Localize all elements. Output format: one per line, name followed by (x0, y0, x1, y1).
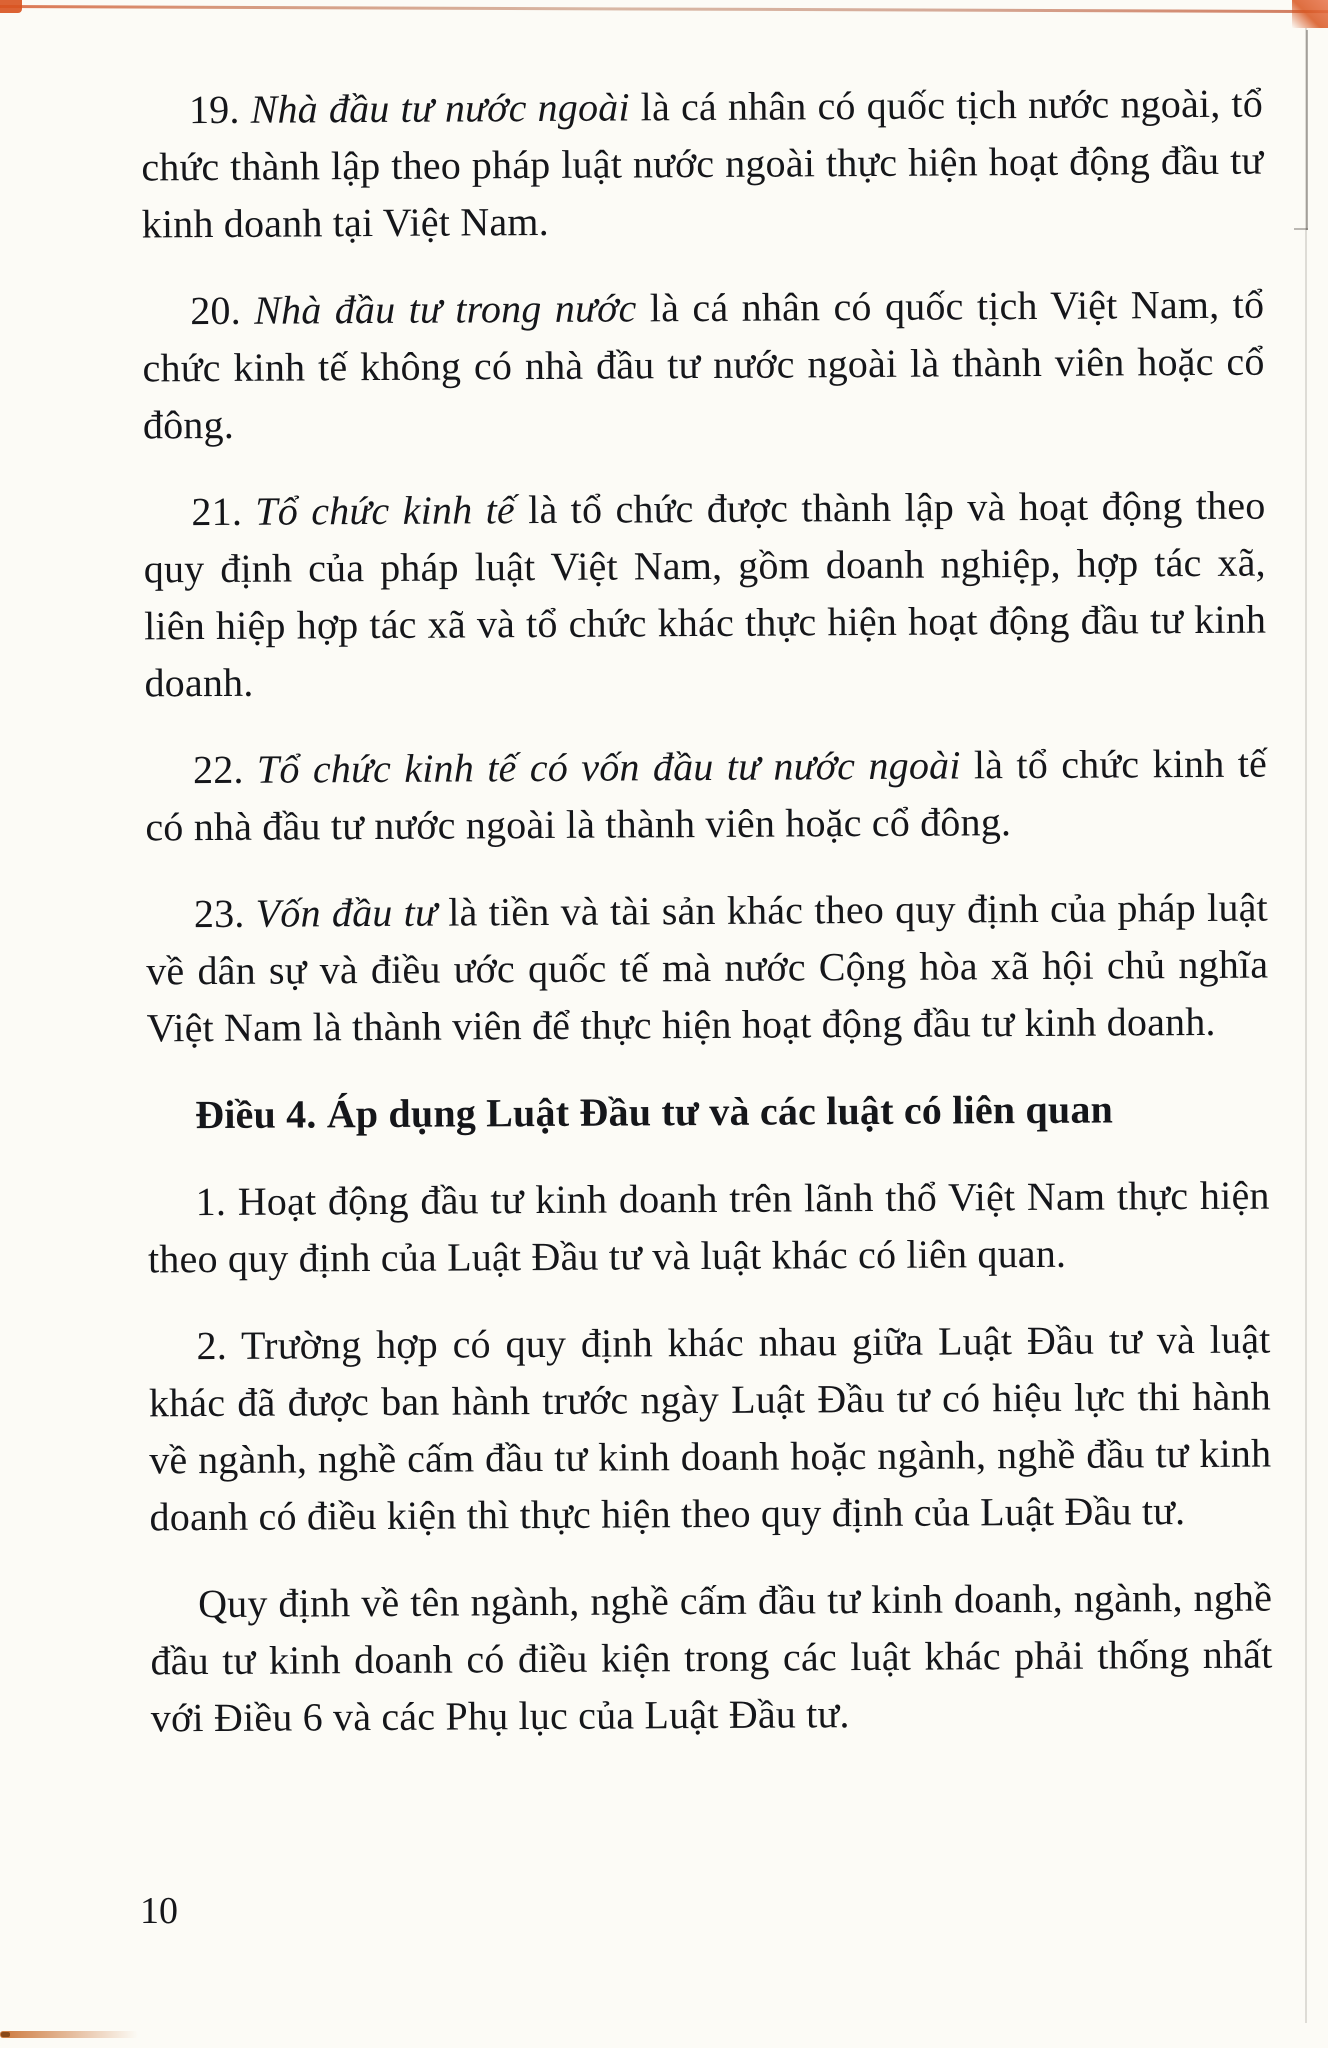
scan-corner-blob-left (0, 0, 22, 13)
defined-term: Nhà đầu tư trong nước (254, 285, 637, 333)
article-4-clause-1 (148, 1167, 1271, 1288)
definition-21 (143, 477, 1266, 712)
body-text: 22. (192, 746, 258, 793)
document-body (141, 75, 1273, 1777)
scan-corner-patch-right (1292, 0, 1328, 28)
defined-term: Vốn đầu tư (255, 889, 438, 936)
scan-bottom-smudge (0, 2031, 138, 2038)
defined-term: Tổ chức kinh tế (255, 487, 516, 534)
defined-term: Tổ chức kinh tế có vốn đầu tư nước ngoài (256, 742, 961, 792)
definition-22 (145, 735, 1268, 856)
body-text: là tổ chức kinh tế có nhà đầu tư nước ngoài là thành viên hoặc cổ đông. (145, 740, 1268, 850)
body-text: 20. (190, 287, 255, 334)
scan-bottom-smudge-dot (1, 2032, 10, 2037)
body-text: 23. (193, 890, 256, 937)
article-4-heading: Điều 4. Áp dụng Luật Đầu tư và các luật có liên quan (195, 1086, 1114, 1138)
scan-right-edge-line (1305, 28, 1307, 2023)
article-4-clause-2 (148, 1311, 1271, 1546)
article-4-clause-2-continued (150, 1569, 1273, 1747)
body-text: 2. Trường hợp có quy định khác nhau giữa Luật Đầu tư và luật khác đã được ban hành trước ngày Luật Đầu tư có hiệu lực thi hành về ngành, nghề cấm đầu tư kinh doanh hoặc ngành, nghề đầu tư kinh doanh có điều kiện thì thực hiện theo quy định của Luật Đầu tư. (148, 1316, 1272, 1540)
body-text: là tiền và tài sản khác theo quy định của pháp luật về dân sự và điều ước quốc tế mà nước Cộng hòa xã hội chủ nghĩa Việt Nam là thành viên để thực hiện hoạt động đầu tư kinh doanh. (146, 884, 1269, 1051)
scan-right-edge-line-dark (1306, 30, 1308, 230)
body-text: là cá nhân có quốc tịch nước ngoài, tổ chức thành lập theo pháp luật nước ngoài thực hiện hoạt động đầu tư kinh doanh tại Việt Nam. (141, 80, 1264, 247)
definition-20 (142, 276, 1265, 454)
defined-term: Nhà đầu tư nước ngoài (250, 84, 630, 132)
scan-top-edge-line (0, 5, 1328, 13)
scan-right-edge-tick (1294, 228, 1308, 230)
body-text: là cá nhân có quốc tịch Việt Nam, tổ chức kinh tế không có nhà đầu tư nước ngoài là thành viên hoặc cổ đông. (142, 281, 1265, 448)
body-text: 1. Hoạt động đầu tư kinh doanh trên lãnh thổ Việt Nam thực hiện theo quy định của Luật Đầu tư và luật khác có liên quan. (147, 1172, 1270, 1282)
body-text: Quy định về tên ngành, nghề cấm đầu tư kinh doanh, ngành, nghề đầu tư kinh doanh có điều kiện trong các luật khác phải thống nhất với Điều 6 và các Phụ lục của Luật Đầu tư. (150, 1574, 1273, 1741)
page-number: 10 (140, 1890, 178, 1932)
body-text: 19. (188, 86, 251, 133)
definition-19 (141, 75, 1264, 253)
definition-23 (146, 879, 1269, 1057)
body-text: 21. (191, 488, 256, 535)
body-text: là tổ chức được thành lập và hoạt động theo quy định của pháp luật Việt Nam, gồm doanh nghiệp, hợp tác xã, liên hiệp hợp tác xã và tổ chức khác thực hiện hoạt động đầu tư kinh doanh. (143, 482, 1267, 706)
